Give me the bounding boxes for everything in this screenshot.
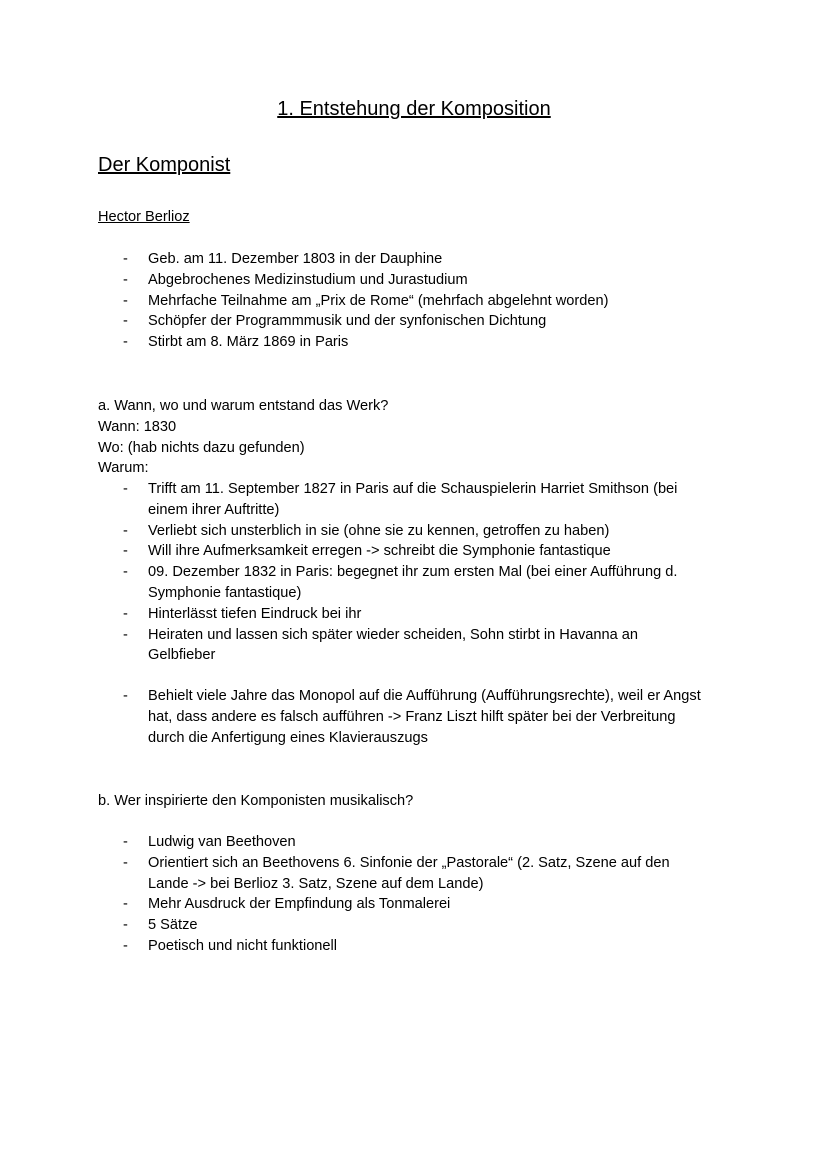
inspiration-list	[98, 832, 708, 957]
answer-warum-label: Warum:	[98, 460, 149, 477]
list-item: - Heiraten und lassen sich später wieder scheiden, Sohn stirbt in Havanna an Gelbfieber	[98, 625, 708, 667]
list-item: - Trifft am 11. September 1827 in Paris auf die Schauspielerin Harriet Smithson (bei einem ihrer Auftritte)	[98, 479, 708, 521]
list-item: - Orientiert sich an Beethovens 6. Sinfonie der „Pastorale“ (2. Satz, Szene auf den Lande -> bei Berlioz 3. Satz, Szene auf dem Lande)	[98, 853, 708, 895]
question-a-block	[98, 396, 718, 479]
list-item: - 5 Sätze	[98, 915, 708, 936]
section-heading: Der Komponist	[98, 154, 231, 176]
list-item: - 09. Dezember 1832 in Paris: begegnet ihr zum ersten Mal (bei einer Aufführung d. Symphonie fantastique)	[98, 562, 708, 604]
list-item: - Will ihre Aufmerksamkeit erregen -> schreibt die Symphonie fantastique	[98, 541, 708, 562]
composer-facts-list	[98, 249, 708, 353]
list-item: - Behielt viele Jahre das Monopol auf die Aufführung (Aufführungsrechte), weil er Angst hat, dass andere es falsch aufführen -> Franz Liszt hilft später bei der Verbreitung durch die Anfertigung eines Klavierauszugs	[98, 686, 708, 748]
list-item: - Abgebrochenes Medizinstudium und Jurastudium	[98, 270, 708, 291]
list-item: - Geb. am 11. Dezember 1803 in der Dauphine	[98, 249, 708, 270]
list-item: - Ludwig van Beethoven	[98, 832, 708, 853]
monopol-list	[98, 686, 708, 748]
answer-wann: Wann: 1830	[98, 418, 177, 435]
list-item: - Verliebt sich unsterblich in sie (ohne sie zu kennen, getroffen zu haben)	[98, 521, 708, 542]
warum-list	[98, 479, 708, 666]
list-item: - Mehr Ausdruck der Empfindung als Tonmalerei	[98, 894, 708, 915]
list-item: - Hinterlässt tiefen Eindruck bei ihr	[98, 604, 708, 625]
list-item: - Mehrfache Teilnahme am „Prix de Rome“ (mehrfach abgelehnt worden)	[98, 291, 708, 312]
list-item: - Stirbt am 8. März 1869 in Paris	[98, 332, 708, 353]
answer-wo: Wo: (hab nichts dazu gefunden)	[98, 439, 305, 456]
list-item: - Poetisch und nicht funktionell	[98, 936, 708, 957]
page-title: 1. Entstehung der Komposition	[277, 98, 551, 120]
question-b: b. Wer inspirierte den Komponisten musikalisch?	[98, 793, 414, 809]
list-item: - Schöpfer der Programmmusik und der synfonischen Dichtung	[98, 311, 708, 332]
composer-heading: Hector Berlioz	[98, 209, 190, 225]
question-a: a. Wann, wo und warum entstand das Werk?	[98, 398, 389, 414]
